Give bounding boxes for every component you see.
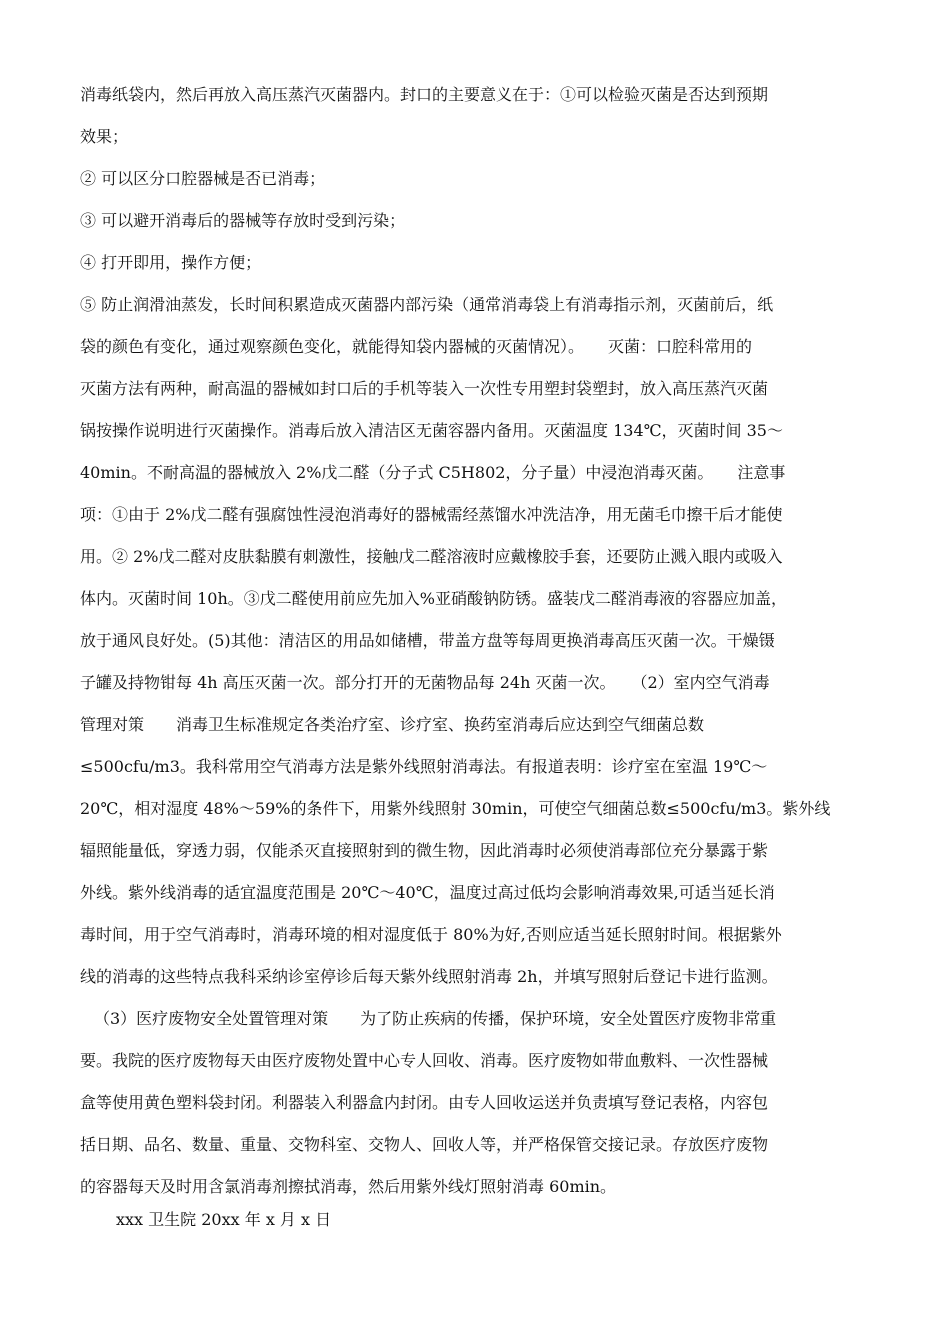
text-line: 用。② 2%戊二醛对皮肤黏膜有刺激性，接触戊二醛溶液时应戴橡胶手套，还要防止溅入眼内或吸入 xyxy=(80,547,783,566)
text-line: ⑤ 防止润滑油蒸发，长时间积累造成灭菌器内部污染（通常消毒袋上有消毒指示剂，灭菌前后，纸 xyxy=(80,295,774,314)
text-line: （3）医疗废物安全处置管理对策 为了防止疾病的传播，保护环境，安全处置医疗废物非常重 xyxy=(94,1009,777,1028)
text-line: 效果； xyxy=(80,127,129,146)
text-line: 盒等使用黄色塑料袋封闭。利器装入利器盒内封闭。由专人回收运送并负责填写登记表格，内容包 xyxy=(80,1093,769,1112)
text-line: 毒时间，用于空气消毒时，消毒环境的相对湿度低于 80%为好,否则应适当延长照射时间。根据紫外 xyxy=(80,925,782,944)
text-line: 袋的颜色有变化，通过观察颜色变化，就能得知袋内器械的灭菌情况）。 灭菌：口腔科常用的 xyxy=(80,337,753,356)
text-line: 放于通风良好处。(5)其他：清洁区的用品如储槽，带盖方盘等每周更换消毒高压灭菌一次。干燥镊 xyxy=(80,631,775,650)
signature-line: xxx 卫生院 20xx 年 x 月 x 日 xyxy=(116,1210,332,1229)
text-line: 体内。灭菌时间 10h。③戊二醛使用前应先加入%亚硝酸钠防锈。盛装戊二醛消毒液的容器应加盖， xyxy=(80,589,787,608)
document-body xyxy=(80,74,860,1208)
text-line: 项：①由于 2%戊二醛有强腐蚀性浸泡消毒好的器械需经蒸馏水冲洗洁净，用无菌毛巾擦干后才能使 xyxy=(80,505,783,524)
text-line: ② 可以区分口腔器械是否已消毒； xyxy=(80,169,326,188)
text-line: 的容器每天及时用含氯消毒剂擦拭消毒，然后用紫外线灯照射消毒 60min。 xyxy=(80,1177,617,1196)
text-line: 消毒纸袋内，然后再放入高压蒸汽灭菌器内。封口的主要意义在于：①可以检验灭菌是否达到预期 xyxy=(80,85,769,104)
text-line: ③ 可以避开消毒后的器械等存放时受到污染； xyxy=(80,211,406,230)
text-line: ≤500cfu/m3。我科常用空气消毒方法是紫外线照射消毒法。有报道表明：诊疗室在室温 19℃～ xyxy=(80,757,768,776)
text-line: 锅按操作说明进行灭菌操作。消毒后放入清洁区无菌容器内备用。灭菌温度 134℃，灭菌时间 35～ xyxy=(80,421,783,440)
text-line: 20℃，相对湿度 48%～59%的条件下，用紫外线照射 30min，可使空气细菌总数≤500cfu/m3。紫外线 xyxy=(80,799,831,818)
text-line: 括日期、品名、数量、重量、交物科室、交物人、回收人等，并严格保管交接记录。存放医疗废物 xyxy=(80,1135,769,1154)
text-line: 辐照能量低，穿透力弱，仅能杀灭直接照射到的微生物，因此消毒时必须使消毒部位充分暴露于紫 xyxy=(80,841,769,860)
text-line: 子罐及持物钳每 4h 高压灭菌一次。部分打开的无菌物品每 24h 灭菌一次。 （2）室内空气消毒 xyxy=(80,673,770,692)
text-line: 灭菌方法有两种，耐高温的器械如封口后的手机等装入一次性专用塑封袋塑封，放入高压蒸汽灭菌 xyxy=(80,379,769,398)
text-line: 40min。不耐高温的器械放入 2%戊二醛（分子式 C5H802，分子量）中浸泡消毒灭菌。 注意事 xyxy=(80,463,786,482)
text-line: 线的消毒的这些特点我科采纳诊室停诊后每天紫外线照射消毒 2h，并填写照射后登记卡进行监测。 xyxy=(80,967,778,986)
text-line: 管理对策 消毒卫生标准规定各类治疗室、诊疗室、换药室消毒后应达到空气细菌总数 xyxy=(80,715,705,734)
text-line: 外线。紫外线消毒的适宜温度范围是 20℃～40℃，温度过高过低均会影响消毒效果,可适当延长消 xyxy=(80,883,775,902)
text-line: ④ 打开即用，操作方便； xyxy=(80,253,262,272)
text-line: 要。我院的医疗废物每天由医疗废物处置中心专人回收、消毒。医疗废物如带血敷料、一次性器械 xyxy=(80,1051,769,1070)
